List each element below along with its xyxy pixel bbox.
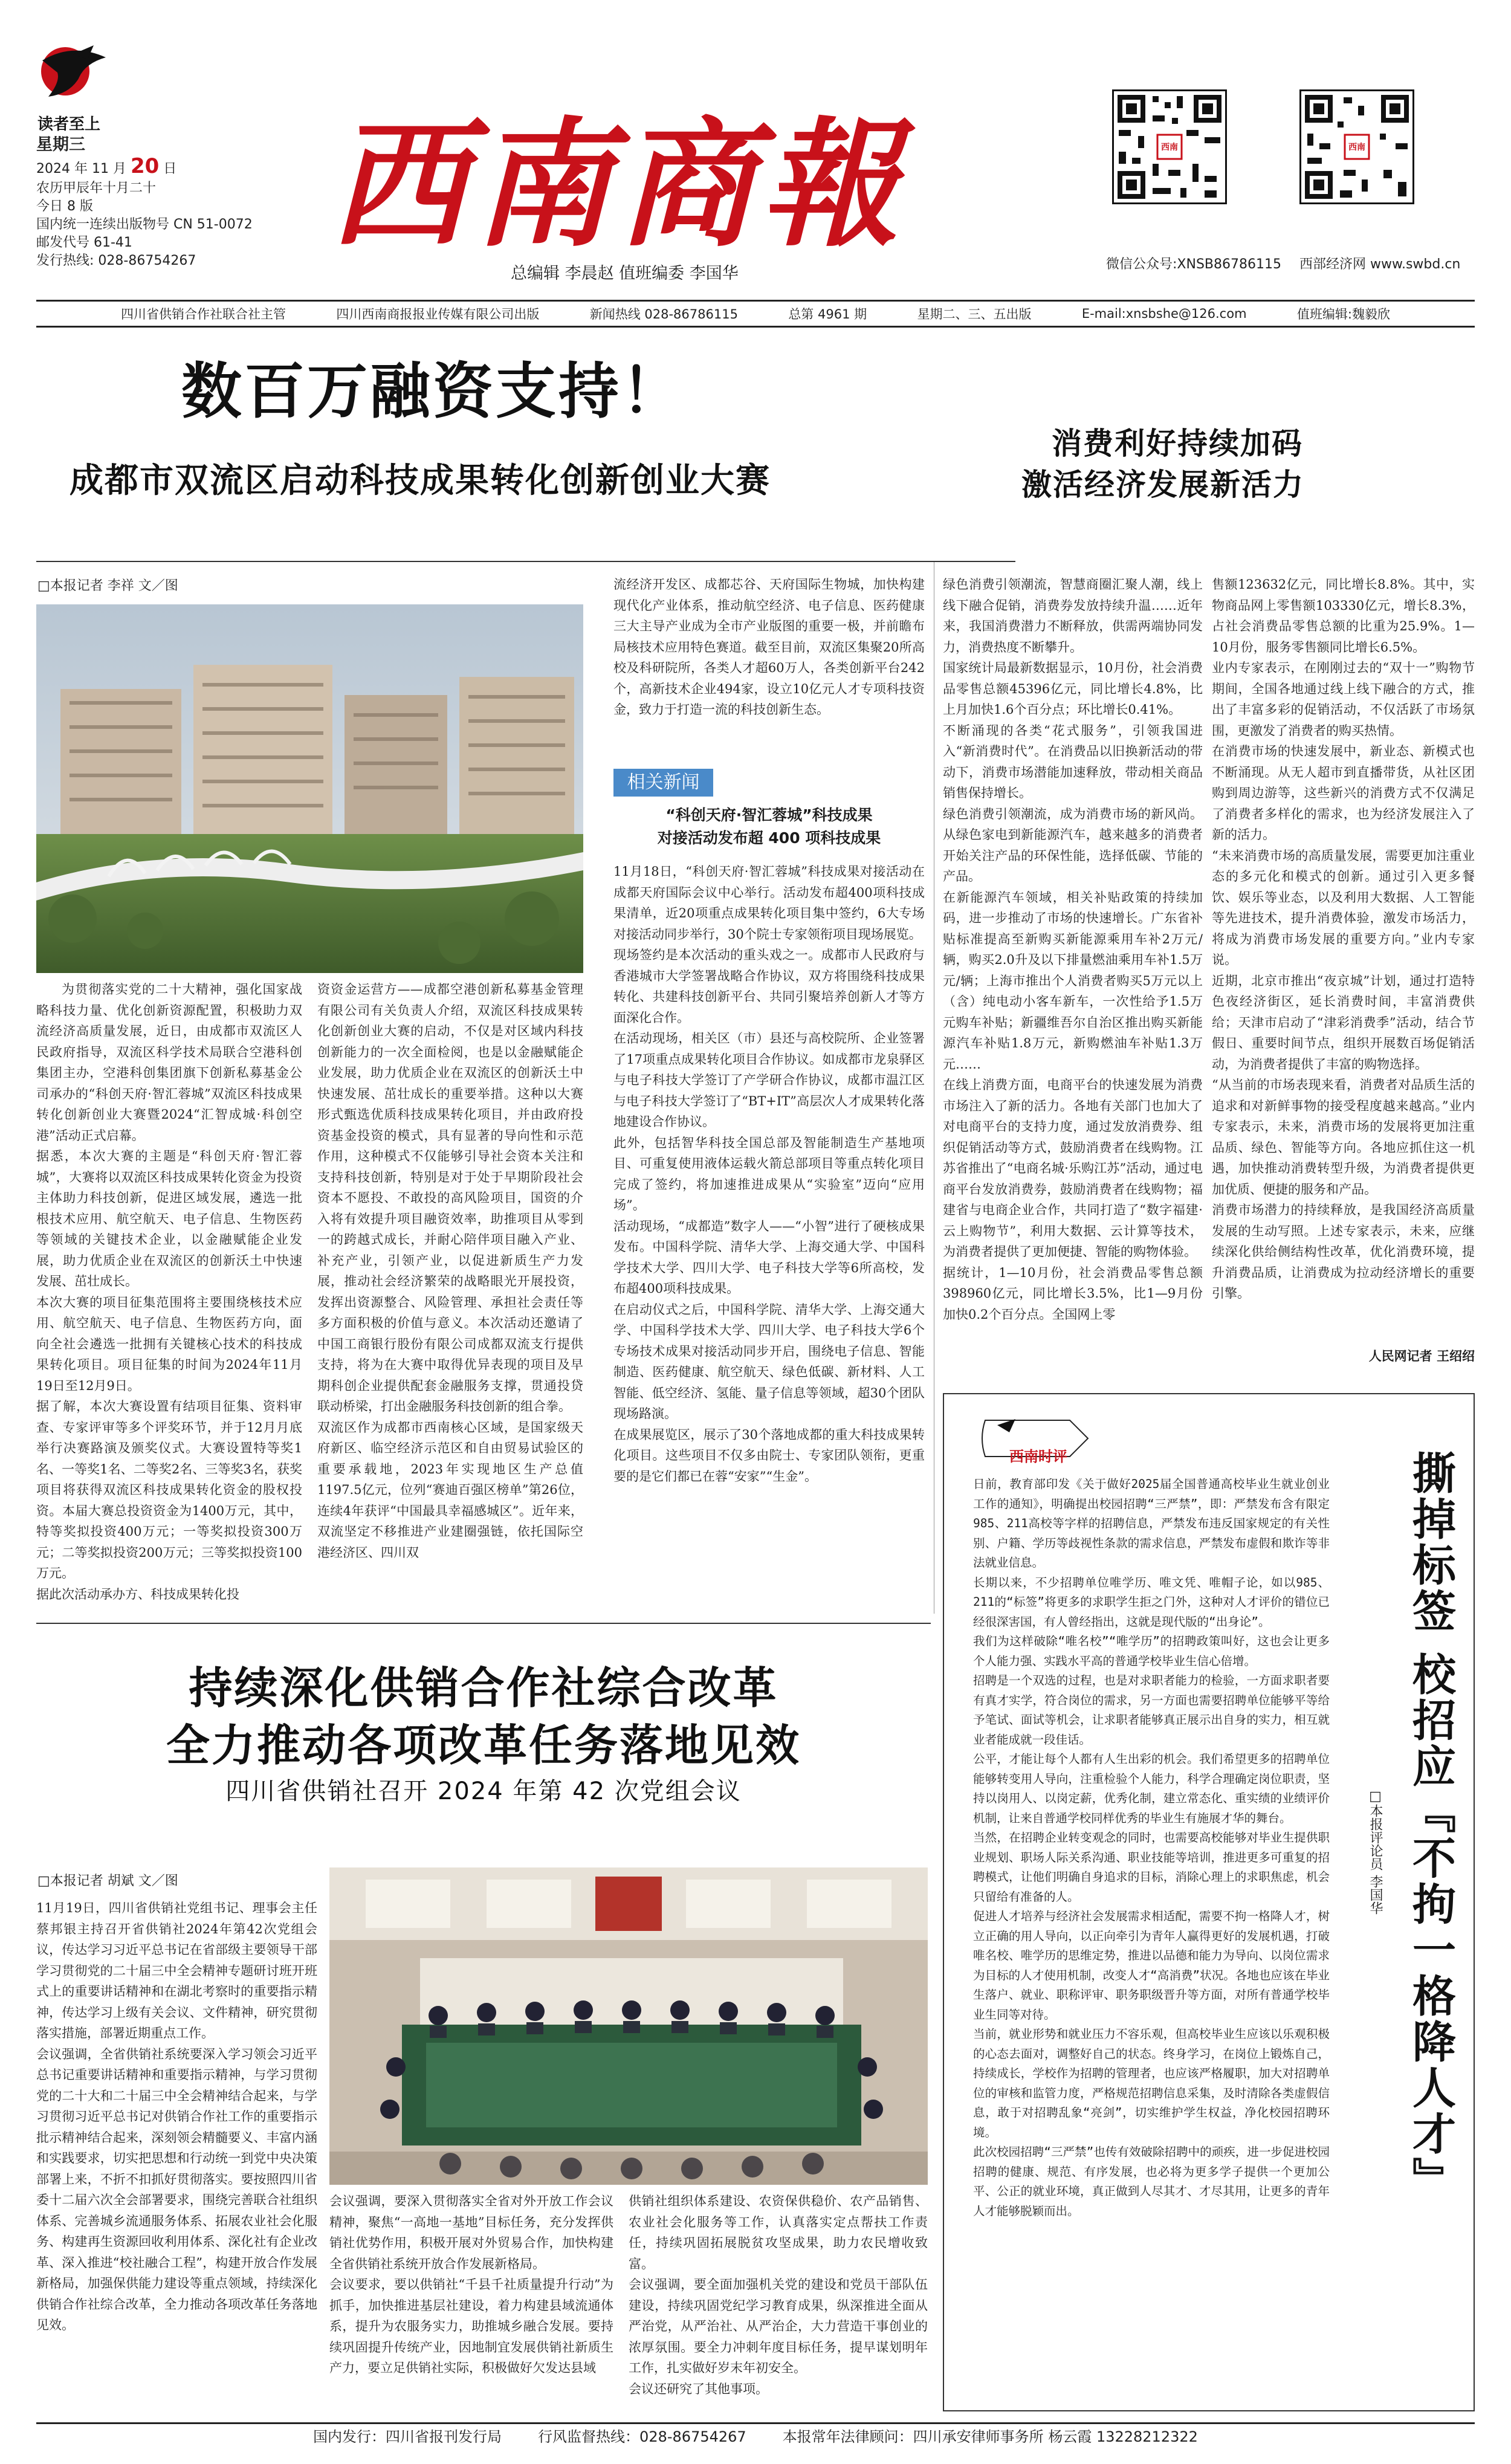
story3-col1-text: 11月19日，四川省供销社党组书记、理事会主任蔡邦银主持召开省供销社2024年第42次党组会议，传达学习习近平总书记在省部级主要领导干部学习贯彻党的二十届三中全会精神专题研讨班开班式上的重要讲话精神和在湖北考察时的重要指示精神，传达学习上级有关会议、文件精神，研究贯彻落实措施，部署近期重点工作。 会议强调，全省供销社系统要深入学习领会习近平总书记重要讲话精神和重要指示精神，与学习贯彻党的二十大和二十届三中全会精神结合起来，与学习贯彻习近平总书记对供销合作社工作的重要指示批示精神结合起来，深刻领会精髓要义、丰富内涵和实践要求，切实把思想和行动统一到党中央决策部署上来，不折不扣抓好贯彻落实。要按照四川省委十二届六次全会部署要求，围绕完善联合社组织体系、完善城乡流通服务体系、拓展农业社会化服务、构建再生资源回收利用体系、深化社有企业改革、深入推进“校社融合工程”，构建开放合作发展新格局，加强保供能力建设等重点领域，持续深化供销合作社综合改革，全力推动各项改革任务落地见效。 — [36, 1901, 317, 2332]
related-news-tag: 相关新闻 — [613, 769, 713, 797]
story3-headline: 持续深化供销合作社综合改革 全力推动各项改革任务落地见效 — [166, 1662, 801, 1771]
story3-col3-text: 供销社组织体系建设、农资保供稳价、农产品销售、农业社会化服务等工作，认真落实定点帮扶工作责任，持续巩固拓展脱贫攻坚成果，助力农民增收致富。 会议强调，要全面加强机关党的建设和党员干部队伍建设，持续巩固党纪学习教育成果，纵深推进全面从严治党，从严治社、从严治企，大力营造干事创业的浓厚氛围。要全力冲刺年度目标任务，提早谋划明年工作，扎实做好岁末年初安全。 会议还研究了其他事项。 — [629, 2194, 928, 2396]
editors-line: 总编辑 李晨赵 值班编委 李国华 — [511, 264, 739, 283]
page-footer — [36, 2422, 1475, 2446]
story3-column-1 — [36, 1898, 317, 2417]
lunar-date: 农历甲辰年十月二十 — [36, 181, 157, 196]
story1-col1-text: 为贯彻落实党的二十大精神，强化国家战略科技力量、优化创新资源配置，积极助力双流经济高质量发展，近日，由成都市双流区人民政府指导，双流区科学技术局联合空港科创集团主办，空港科创集团旗下创新私募基金公司承办的“科创天府·智汇蓉城”双流区科技成果转化创新创业大赛暨2024“汇智成城·科创空港”活动正式启幕。 据悉，本次大赛的主题是“科创天府·智汇蓉城”，大赛将以双流区科技成果转化资金为投资主体助力科技创新，促进区域发展，遴选一批根技术应用、航空航天、电子信息、生物医药等领域的关键技术企业，以金融赋能企业发展，助力优质企业在双流区的创新沃土中快速发展、茁壮成长。 本次大赛的项目征集范围将主要围绕核技术应用、航空航天、电子信息、生物医药方向，面向全社会遴选一批拥有关键核心技术的科技成果转化项目。项目征集的时间为2024年11月19日至12月9日。 据了解，本次大赛设置有结项目征集、资料审查、专家评审等多个评奖环节，并于12月月底举行决赛路演及颁奖仪式。大赛设置特等奖1名、一等奖1名、二等奖2名、三等奖3名，获奖项目将获得双流区科技成果转化资金的股权投资。本届大赛总投资资金为1400万元，其中，特等奖拟投资400万元；一等奖拟投资300万元；二等奖拟投资200万元；三等奖拟投资100万元。 据此次活动承办方、科技成果转化投 — [36, 982, 302, 1602]
qr-code-website — [1299, 89, 1414, 204]
commentary-text: 日前，教育部印发《关于做好2025届全国普通高校毕业生就业创业工作的通知》，明确提出校园招聘“三严禁”，即：严禁发布含有限定985、211高校等字样的招聘信息，严禁发布违反国家规定的有关性别、户籍、学历等歧视性条款的需求信息，严禁发布虚假和欺诈等非法就业信息。 长期以来，不少招聘单位唯学历、唯文凭、唯帽子论，如以985、211的“标签”将更多的求职学生拒之门外，这种对人才评价的错位已经很深害国，有人曾经指出，这就是现代版的“出身论”。 我们为这样破除“唯名校”“唯学历”的招聘政策叫好，这也会让更多个人能力强、实践水平高的普通学校毕业生信心倍增。 招聘是一个双选的过程，也是对求职者能力的检验，一方面求职者要有真才实学，符合岗位的需求，另一方面也需要招聘单位能够平等给予笔试、面试等机会，让求职者能够真正展示出自身的实力，相互就业者能成就一段佳话。 公平，才能让每个人都有人生出彩的机会。我们希望更多的招聘单位能够转变用人导向，注重检验个人能力，科学合理确定岗位职责，坚持以岗用人、以岗定薪，优秀化制，建立常态化、重实绩的业绩评价机制，让来自普通学校同样优秀的毕业生有施展才华的舞台。 当然，在招聘企业转变观念的同时，也需要高校能够对毕业生提供职业规划、职场人际关系沟通、职业技能等培训，推进更多可重复的招聘模式，让他们明确自身追求的目标，消除心理上的求职焦虑，机会只留给有准备的人。 促进人才培养与经济社会发展需求相适配，需要不拘一格降人才，树立正确的用人导向，以正向牵引为青年人赢得更好的发展机遇，打破唯名校、唯学历的思维定势，推进以品德和能力为导向、以岗位需求为目标的人才使用机制，改变人才“高消费”状况。各地也应该在毕业生落户、就业、职称评审、职务职级晋升等方面，对所有普通学校毕业生同等对待。 当前，就业形势和就业压力不容乐观，但高校毕业生应该以乐观积极的心态去面对，调整好自己的状态。终身学习，在岗位上锻炼自己，持续成长，学校作为招聘的管理者，也应该严格履职，加大对招聘单位的审核和监管力度，严格规范招聘信息采集，及时清除各类虚假信息，敢于对招聘乱象“亮剑”，切实维护学生权益，净化校园招聘环境。 此次校园招聘“三严禁”也传有效破除招聘中的顽疾，进一步促进校园招聘的健康、规范、有序发展，也必将为更多学子提供一个更加公平、公正的就业环境，真正做到人尽其才、才尽其用，让更多的青年人才能够脱颖而出。 — [973, 1477, 1330, 2218]
story2-byline: 人民网记者 王绍绍 — [1368, 1349, 1475, 1363]
newspaper-logo — [36, 36, 109, 115]
postal-code: 邮发代号 61-41 — [36, 235, 132, 250]
story1-column-2 — [317, 979, 583, 1614]
story1-subheadline: 成都市双流区启动科技成果转化创新创业大赛 — [70, 461, 771, 500]
story3-byline: □本报记者 胡斌 文／图 — [37, 1874, 178, 1889]
story1-divider — [36, 561, 1015, 562]
commentary-body — [973, 1475, 1330, 2399]
story3-column-2 — [329, 2191, 613, 2417]
cn-number: 国内统一连续出版物号 CN 51-0072 — [36, 217, 253, 232]
footer-item: 国内发行：四川省报刊发行局 — [313, 2428, 502, 2445]
story3-subheadline: 四川省供销社召开 2024 年第 42 次党组会议 — [225, 1777, 742, 1805]
story2-column-1 — [943, 574, 1203, 1354]
weekday: 星期三 — [36, 135, 85, 154]
story2-col1-text: 绿色消费引领潮流，智慧商圈汇聚人潮，线上线下融合促销，消费券发放持续升温……近年来，我国消费潜力不断释放，供需两端协同发力，消费热度不断攀升。 国家统计局最新数据显示，10月份，社会消费品零售总额45396亿元，同比增长4.8%，比上月加快1.6个百分点；环比增长0.41%。 不断涌现的各类“花式服务”，引领我国进入“新消费时代”。在消费品以旧换新活动的带动下，消费市场潜能加速释放，带动相关商品销售保持增长。 绿色消费引领潮流，成为消费市场的新风尚。从绿色家电到新能源汽车，越来越多的消费者开始关注产品的环保性能，选择低碳、节能的产品。 在新能源汽车领域，相关补贴政策的持续加码，进一步推动了市场的快速增长。广东省补贴标准提高至新购买新能源乘用车补2万元/辆，购买2.0升及以下排量燃油乘用车补1.5万元/辆；上海市推出个人消费者购买5万元以上（含）纯电动小客车新车，一次性给予1.5万元购车补贴；新疆维吾尔自治区推出购买新能源汽车补贴1.8万元，新购燃油车补贴1.3万元…… 在线上消费方面，电商平台的快速发展为消费市场注入了新的活力。各地有关部门也加大了对电商平台的支持力度，通过发放消费券、组织促销活动等方式，鼓励消费者在线购物。江苏省推出了“电商名城·乐购江苏”活动，通过电商平台发放消费券，鼓励消费者在线购物；福建省与电商企业合作，共同打造了“数字福建·云上购物节”，利用大数据、云计算等技术，为消费者提供了更加便捷、智能的购物体验。 据统计，1—10月份，社会消费品零售总额398960亿元，同比增长3.5%，比1—9月份加快0.2个百分点。全国网上零 — [943, 577, 1203, 1322]
story1-col3-text: 流经济开发区、成都芯谷、天府国际生物城，加快构建现代化产业体系，推动航空经济、电子信息、医药健康三大主导产业成为全市产业版图的重要一极，并前瞻布局核技术应用特色赛道。截至目前，双流区集聚20所高校及科研院所，各类人才超60万人，各类创新平台242个，高新技术企业494家，设立10亿元人才专项科技资金，致力于打造一流的科技创新生态。 — [613, 577, 925, 717]
footer-item: 行风监督热线：028-86754267 — [538, 2428, 746, 2445]
qr-website-label: 西部经济网 www.swbd.cn — [1299, 257, 1461, 272]
info-item: 值班编辑:魏毅欣 — [1296, 307, 1390, 322]
footer-item: 本报常年法律顾问：四川承安律师事务所 杨云霞 13228212322 — [782, 2428, 1198, 2445]
story1-headline: 数百万融资支持！ — [181, 356, 684, 427]
page-count: 今日 8 版 — [36, 199, 93, 214]
related-news-title: “科创天府·智汇蓉城”科技成果 对接活动发布超 400 项科技成果 — [657, 806, 881, 847]
story3-column-3 — [629, 2191, 928, 2417]
qr-code-wechat — [1112, 89, 1227, 204]
commentary-column-tag — [979, 1414, 1112, 1469]
story-divider — [36, 1623, 931, 1624]
story2-col2-text: 售额123632亿元，同比增长8.8%。其中，实物商品网上零售额103330亿元，增长8.3%，占社会消费品零售总额的比重为25.9%。1—10月份，服务零售额同比增长6.5%。 业内专家表示，在刚刚过去的“双十一”购物节期间，全国各地通过线上线下融合的方式，推出了丰富多彩的促销活动，不仅活跃了市场氛围，更激发了消费者的购买热情。 在消费市场的快速发展中，新业态、新模式也不断涌现。从无人超市到直播带货，从社区团购到周边游等，这些新兴的消费方式不仅满足了消费者多样化的需求，也为经济发展注入了新的活力。 “未来消费市场的高质量发展，需要更加注重业态的多元化和模式的创新。通过引入更多餐饮、娱乐等业态，以及利用大数据、人工智能等先进技术，提升消费体验，激发市场活力，将成为消费市场发展的重要方向。”业内专家说。 近期，北京市推出“夜京城”计划，通过打造特色夜经济街区，延长消费时间，丰富消费供给；天津市启动了“津彩消费季”活动，结合节假日、重要时间节点，组织开展数百场促销活动，为消费者提供了丰富的购物选择。 “从当前的市场表现来看，消费者对品质生活的追求和对新鲜事物的接受程度越来越高。”业内专家表示，未来，消费市场的发展将更加注重品质、绿色、智能等方向。各地应抓住这一机遇，加快推动消费转型升级，为消费者提供更加优质、便捷的服务和产品。 消费市场潜力的持续释放，是我国经济高质量发展的生动写照。上述专家表示，未来，应继续深化供给侧结构性改革，优化消费环境，提升消费品质，让消费成为拉动经济增长的重要引擎。 — [1212, 577, 1475, 1301]
info-item: 星期二、三、五出版 — [917, 307, 1032, 322]
story1-column-1 — [36, 979, 302, 1614]
publication-info-bar — [36, 300, 1475, 328]
info-item: E-mail:xnsbshe@126.com — [1081, 306, 1247, 321]
commentary-headline: 撕掉标签 校招应『不拘一格降人才』 — [1405, 1450, 1457, 2204]
info-item: 四川西南商报报业传媒有限公司出版 — [336, 307, 540, 322]
issue-date: 2024 年 11 月 20 日 — [36, 154, 177, 178]
svg-text:西南: 西南 — [1348, 143, 1365, 152]
story2-column-2 — [1212, 574, 1475, 1348]
story1-photo — [36, 604, 583, 973]
info-item: 四川省供销合作社联合社主管 — [121, 307, 286, 322]
hotline: 发行热线: 028-86754267 — [36, 253, 196, 268]
qr-wechat-label: 微信公众号:XNSB86786115 — [1106, 257, 1281, 272]
story3-col2-text: 会议强调，要深入贯彻落实全省对外开放工作会议精神，聚焦“一高地一基地”目标任务，充分发挥供销社优势作用，积极开展对外贸易合作，加快构建全省供销社系统开放合作发展新格局。 会议要求，要以供销社“千县千社质量提升行动”为抓手，加快推进基层社建设，着力构建县域流通体系，提升为农服务实力，助推城乡融合发展。要持续巩固提升传统产业，因地制宜发展供销社新质生产力，要立足供销社实际，积极做好欠发达县域 — [329, 2194, 613, 2375]
masthead-title: 西南商報 — [329, 103, 905, 265]
date-day: 20 — [130, 154, 160, 178]
issue-info — [36, 134, 278, 270]
story1-byline: □本报记者 李祥 文／图 — [37, 578, 178, 593]
story1-col2-text: 资资金运营方——成都空港创新私募基金管理有限公司有关负责人介绍，双流区科技成果转化创新创业大赛的启动，不仅是对区域内科技创新能力的一次全面检阅，也是以金融赋能企业发展，助力优质企业在双流区的创新沃土中快速发展、茁壮成长的重要举措。这种以大赛形式甄选优质科技成果转化项目，并由政府投资基金投资的模式，具有显著的导向性和示范作用，这种模式不仅能够引导社会资本关注和支持科技创新，特别是对于处于早期阶段社会资本不愿投、不敢投的高风险项目，国资的介入将有效提升项目融资效率，助推项目从零到一的跨越式成长，并耐心陪伴项目融入产业、补充产业，引领产业，以促进新质生产力发展，推动社会经济繁荣的战略眼光开展投资，发挥出资源整合、风险管理、承担社会责任等多方面积极的价值与意义。本次活动还邀请了中国工商银行股份有限公司成都双流支行提供支持，将为在大赛中取得优异表现的项目及早期科创企业提供配套金融服务支撑，贯通投贷联动桥梁，打出金融服务科技创新的组合拳。 双流区作为成都市西南核心区域，是国家级天府新区、临空经济示范区和自由贸易试验区的重要承载地，2023年实现地区生产总值1197.5亿元，位列“赛迪百强区榜单”第26位，连续4年获评“中国最具幸福感城区”。近年来，双流坚定不移推进产业建圈强链，依托国际空港经济区、四川双 — [317, 982, 583, 1560]
info-item: 新闻热线 028-86786115 — [589, 307, 738, 322]
info-item: 总第 4961 期 — [788, 307, 867, 322]
svg-text:西南: 西南 — [1161, 143, 1178, 152]
related-news-text: 11月18日，“科创天府·智汇蓉城”科技成果对接活动在成都天府国际会议中心举行。活动发布超400项科技成果清单，近20项重点成果转化项目集中签约，6大专场对接活动同步举行，30个院士专家领衔项目现场展览。 现场签约是本次活动的重头戏之一。成都市人民政府与香港城市大学签署战略合作协议，双方将围绕科技成果转化、共建科技创新平台、共同引聚培养创新人才等方面深化合作。 在活动现场，相关区（市）县还与高校院所、企业签署了17项重点成果转化项目合作协议。如成都市龙泉驿区与电子科技大学签订了产学研合作协议，成都市温江区与电子科技大学签订了“BT+IT”高层次人才成果转化落地建设合作协议。 此外，包括智华科技全国总部及智能制造生产基地项目、可重复使用液体运载火箭总部项目等重点转化项目完成了签约，将加速推进成果从“实验室”迈向“应用场”。 活动现场，“成都造”数字人——“小智”进行了硬核成果发布。中国科学院、清华大学、上海交通大学、中国科学技术大学、四川大学、电子科技大学等6所高校，发布超400项科技成果。 在启动仪式之后，中国科学院、清华大学、上海交通大学、中国科学技术大学、四川大学、电子科技大学6个专场技术成果对接活动同步开启，围绕电子信息、智能制造、医药健康、航空航天、绿色低碳、新材料、人工智能、低空经济、氢能、量子信息等领域，超30个团队现场路演。 在成果展览区，展示了30个落地成都的重大科技成果转化项目。这些项目不仅多由院士、专家团队领衔，更重要的是它们都已在蓉“安家”“生金”。 — [613, 864, 925, 1484]
commentary-byline: □本报评论员 李国华 — [1368, 1789, 1383, 1915]
story3-photo — [329, 1867, 928, 2185]
slogan: 读者至上 — [37, 115, 101, 134]
commentary-tag-label: 西南时评 — [1009, 1448, 1067, 1465]
related-news-body — [613, 861, 925, 1614]
story2-headline: 消费利好持续加码 激活经济发展新活力 — [1021, 425, 1304, 502]
story1-column-3 — [613, 574, 925, 780]
